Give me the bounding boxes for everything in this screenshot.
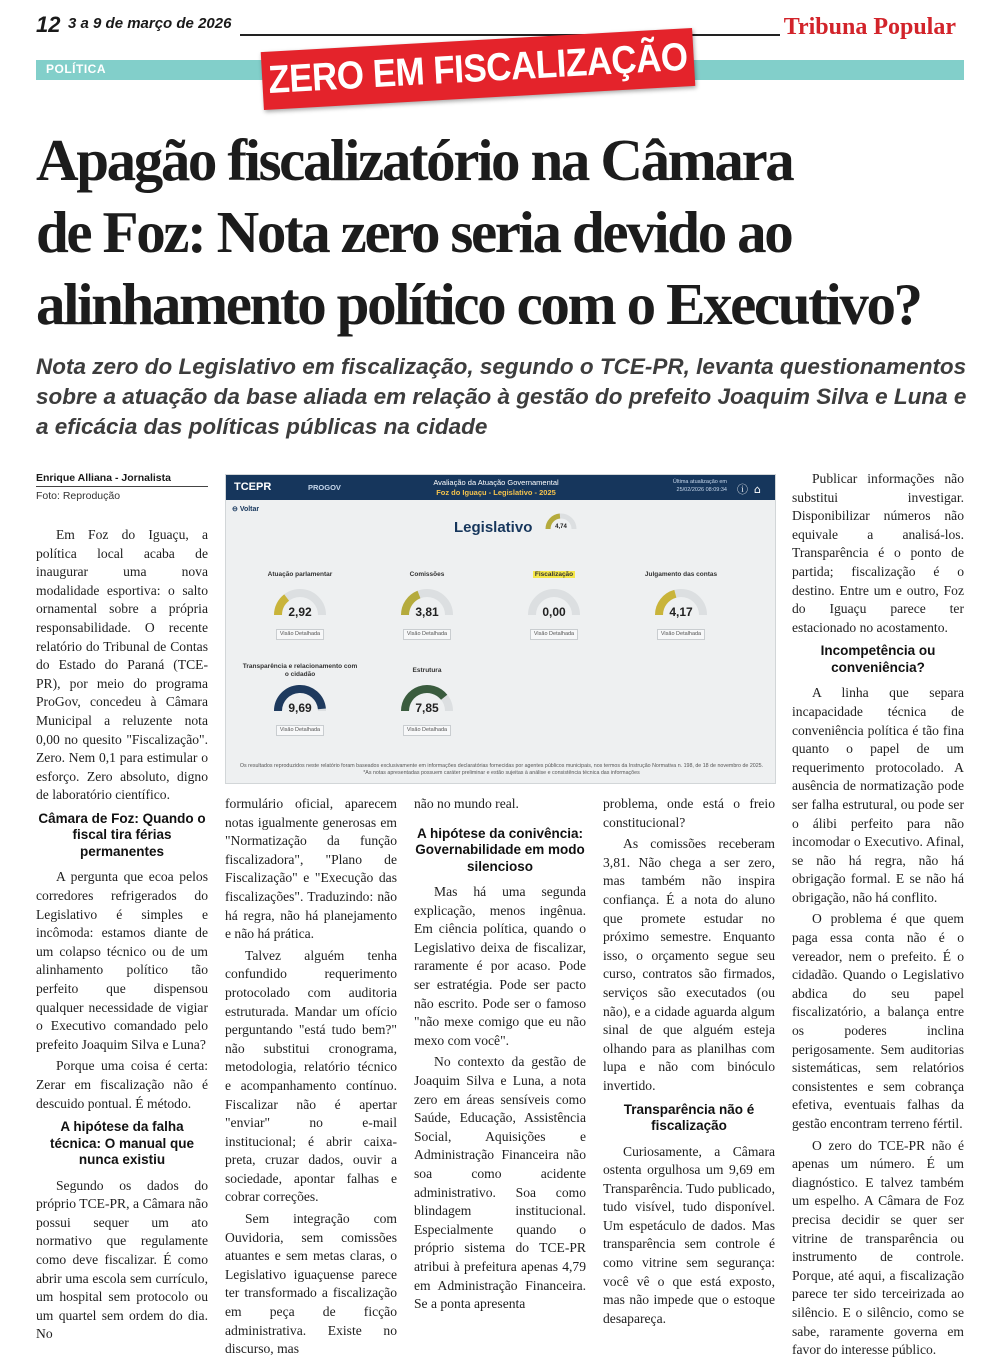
- overall-score: 4,74: [555, 524, 567, 530]
- paragraph: não no mundo real.: [414, 796, 519, 811]
- section-label: POLÍTICA: [46, 62, 106, 76]
- tile-label: Transparência e relacionamento com o cidadão: [242, 663, 358, 678]
- score-tile: [621, 571, 741, 649]
- home-icon: ⌂: [754, 483, 767, 496]
- paragraph: Segundo os dados do próprio TCE-PR, a Câmara não possui sequer um ato normativo que regulamente como deve fiscalizar. É como abrir uma escola sem currículo, um hospital sem protocolo ou um quartel sem ordem do dia. No: [36, 1177, 208, 1342]
- score-tile: [367, 667, 487, 745]
- subheading: A hipótese da falha técnica: O manual que nunca existiu: [49, 1119, 195, 1168]
- paragraph: No contexto da gestão de Joaquim Silva e Luna, a nota zero em áreas sensíveis como Saúde, Educação, Assistência Social, Aquisições e Administração Financeira não soa como acidente administrativo. Soa como blindagem institucional. Especialmente quando o próprio sistema do TCE-PR atribui à prefeitura apenas 4,79 em Administração Financeira. Se a ponta apresenta: [414, 1054, 586, 1312]
- topic-stamp: [261, 28, 696, 110]
- subheading: Incompetência ou conveniência?: [820, 643, 936, 675]
- back-link: [232, 505, 259, 513]
- tile-label: Julgamento das contas: [644, 571, 718, 578]
- subheadline: Nota zero do Legislativo em fiscalização, segundo o TCE-PR, levanta questionamentos sobre a atuação da base aliada em relação à gestão do prefeito Joaquim Silva e Luna e a eficácia das políticas públicas na cidade: [36, 354, 967, 439]
- dashboard-icons: [737, 481, 767, 497]
- subheading: Câmara de Foz: Quando o fiscal tira férias permanentes: [38, 810, 206, 859]
- back-arrow-icon: ⊖: [232, 506, 240, 513]
- tile-score: 2,92: [288, 605, 312, 619]
- headline-line: Apagão fiscalizatório na Câmara: [36, 127, 793, 193]
- footnote-2: *As notas apresentadas possuem caráter preliminar e estão sujeitas à análise e consistência técnica das informações: [363, 770, 640, 776]
- footnote-1: Os resultados reproduzidos neste relatório foram baseados exclusivamente em informações declaratórias fornecidas por agentes públicos municipais, nos termos da Instrução Normativa n. 198, de 18 de novembro de 2025.: [239, 763, 764, 769]
- tile-score: 9,69: [288, 701, 312, 715]
- score-tile: [367, 571, 487, 649]
- dashboard-heading: Legislativo: [454, 519, 533, 536]
- page-number: 12: [36, 12, 61, 37]
- detail-view-button: Visão Detalhada: [276, 725, 324, 736]
- column-4: [603, 795, 775, 1331]
- tile-label: Comissões: [409, 571, 445, 578]
- paragraph: Porque uma coisa é certa: Zerar em fiscalização não é descuido pontual. É método.: [36, 1058, 208, 1111]
- column-2: [225, 795, 397, 1362]
- dashboard-footnote: [234, 763, 769, 777]
- paragraph: O problema é que quem paga essa conta não é o vereador, nem o prefeito. É o cidadão. Quando o Legislativo abdica do seu papel fiscalizatório, a balança entre os poderes inclina perigosamente. Sem auditorias sistemáticas, sem relatórios consistentes e sem cobrança efetiva, eventuais falhas da gestão encontram terreno fértil.: [792, 911, 964, 1131]
- dashboard-subtitle: Foz do Iguaçu - Legislativo - 2025: [436, 487, 556, 497]
- tile-score: 7,85: [415, 701, 439, 715]
- info-icon: ⓘ: [737, 483, 755, 496]
- paragraph: Talvez alguém tenha confundido requerimento protocolado com auditoria estruturada. Mandar um ofício perguntando "está tudo bem?" não substitui cronograma, metodologia, relatório técnico e acompanhamento contínuo. Fiscalizar não é apertar "enviar" no e-mail institucional; é abrir caixa-preta, cruzar dados, ouvir a sociedade, apontar falhas e cobrar correções.: [225, 947, 397, 1205]
- detail-view-button: Visão Detalhada: [276, 629, 324, 640]
- score-tile: [494, 571, 614, 649]
- paragraph: Curiosamente, a Câmara ostenta orgulhosa um 9,69 em Transparência. Tudo publicado, tudo visível, tudo disponível. Um espetáculo de dados. Mas transparência sem controle é como vitrine sem segurança: você vê o que está exposto, mas não impede que o estoque desapareça.: [603, 1143, 775, 1326]
- detail-view-button: Visão Detalhada: [403, 629, 451, 640]
- paragraph: Publicar informações não substitui investigar. Disponibilizar números não equivale a analisá-los. Transparência é o ponto de partida; fiscalização é o destino. Entre um e outro, Foz do Iguaçu parece ter estacionado no acostamento.: [792, 471, 964, 635]
- headline-line: alinhamento político com o Executivo?: [36, 271, 921, 337]
- dashboard-update: [647, 479, 727, 494]
- overall-gauge: [544, 511, 578, 541]
- subheading: A hipótese da conivência: Governabilidade em modo silencioso: [415, 825, 585, 874]
- tcepr-logo: TCEPR: [234, 481, 272, 493]
- score-tile: [240, 571, 360, 649]
- tile-label: Fiscalização: [534, 571, 574, 578]
- paragraph: A pergunta que ecoa pelos corredores refrigerados do Legislativo é simples e incômoda: estamos diante de um colapso técnico ou de um alinhamento político tão perfeito que dispensou qualquer necessidade de vigiar o Executivo comandado pelo prefeito Joaquim Silva e Luna?: [36, 869, 208, 1052]
- paragraph: As comissões receberam 3,81. Não chega a ser zero, mas também não inspira confiança. É a nota do aluno que promete estudar no próximo semestre. Enquanto isso, o orçamento segue seu curso, contratos são firmados, serviços são executados (ou não), e a cidade aguarda algum sinal de que alguém esteja olhando para as planilhas com lupa e não com binóculo invertido.: [603, 836, 775, 1093]
- dashboard-title: [386, 478, 606, 497]
- paragraph: O zero do TCE-PR não é apenas um número. É um diagnóstico. E talvez também um espelho. A Câmara de Foz precisa decidir se quer ser vitrine de transparência ou instrumento de controle. Porque, até aqui, a fiscalização parece ter sido terceirizada ao silêncio. E o silêncio, como se sabe, raramente governa em favor do interesse público.: [792, 1137, 964, 1358]
- photo-credit: Foto: Reprodução: [36, 490, 121, 502]
- subheading: Transparência não é fiscalização: [623, 1101, 755, 1133]
- progov-logo: PROGOV: [308, 483, 341, 492]
- dashboard-topbar: [226, 475, 775, 500]
- update-label: Última atualização em: [672, 479, 727, 485]
- issue-date: 3 a 9 de março de 2026: [68, 15, 232, 32]
- paragraph: Mas há uma segunda explicação, menos ingênua. Em ciência política, quando o Legislativo deixa de fiscalizar, raramente é por acaso. Pode ser estratégia. Pode ser pacto não escrito. Pode ser o famoso "não mexe comigo que eu não mexo com você".: [414, 884, 586, 1048]
- paragraph: Em Foz do Iguaçu, a política local acaba de inaugurar uma nova modalidade esportiva: o salto ornamental sobre a própria responsabilidade. O recente relatório do Tribunal de Contas do Estado do Paraná (TCE-PR), por meio do programa ProGov, concedeu à Câmara Municipal a reluzente nota 0,00 no quesito "Fiscalização". Zero. Nem 0,1 para estimular o esforço. Zero absoluto, digno de laboratório científico.: [36, 527, 208, 803]
- detail-view-button: Visão Detalhada: [657, 629, 705, 640]
- tile-score: 0,00: [542, 605, 566, 619]
- detail-view-button: Visão Detalhada: [403, 725, 451, 736]
- byline: Enrique Alliana - Jornalista: [36, 472, 171, 484]
- back-label: Voltar: [239, 506, 260, 513]
- byline-rule: [36, 486, 208, 487]
- tile-label: Estrutura: [412, 667, 442, 674]
- column-5: [792, 470, 964, 1363]
- column-1: [36, 526, 208, 1347]
- column-3: [414, 795, 586, 1317]
- stamp-text: ZERO EM FISCALIZAÇÃO: [267, 34, 689, 102]
- update-value: 25/02/2026 08:09:34: [676, 486, 727, 493]
- headline: [36, 124, 976, 340]
- score-tile: [240, 663, 360, 745]
- header-rule: [240, 34, 780, 36]
- paragraph: Sem integração com Ouvidoria, sem comissões atuantes e sem metas claras, o Legislativo iguaçuense parece ter transformado a fiscalização em peça de ficção administrativa. Existe no discurso, mas: [225, 1211, 397, 1357]
- tce-dashboard-screenshot: [225, 474, 776, 784]
- headline-line: de Foz: Nota zero seria devido ao: [36, 199, 792, 265]
- tile-score: 3,81: [415, 605, 439, 619]
- tile-label: Atuação parlamentar: [267, 571, 333, 578]
- tile-score: 4,17: [669, 605, 693, 619]
- paragraph: problema, onde está o freio constitucional?: [603, 796, 775, 830]
- detail-view-button: Visão Detalhada: [530, 629, 578, 640]
- paragraph: formulário oficial, aparecem notas igualmente generosas em "Normatização da função fiscalizadora", "Plano de Fiscalização" e "Execução das fiscalizações". Traduzindo: não há regra, não há planejamento e não há prática.: [225, 796, 397, 942]
- newspaper-brand: Tribuna Popular: [783, 14, 956, 40]
- paragraph: A linha que separa incapacidade técnica de conveniência política é tão fina quanto o papel de um requerimento protocolado. A ausência de normatização pode ser falha estrutural, ou pode ser o álibi perfeito para não incomodar o Executivo. Afinal, se não há regra, não há obrigação formal. E se não há obrigação, não há conflito.: [792, 685, 964, 905]
- dashboard-title-text: Avaliação da Atuação Governamental: [433, 478, 559, 487]
